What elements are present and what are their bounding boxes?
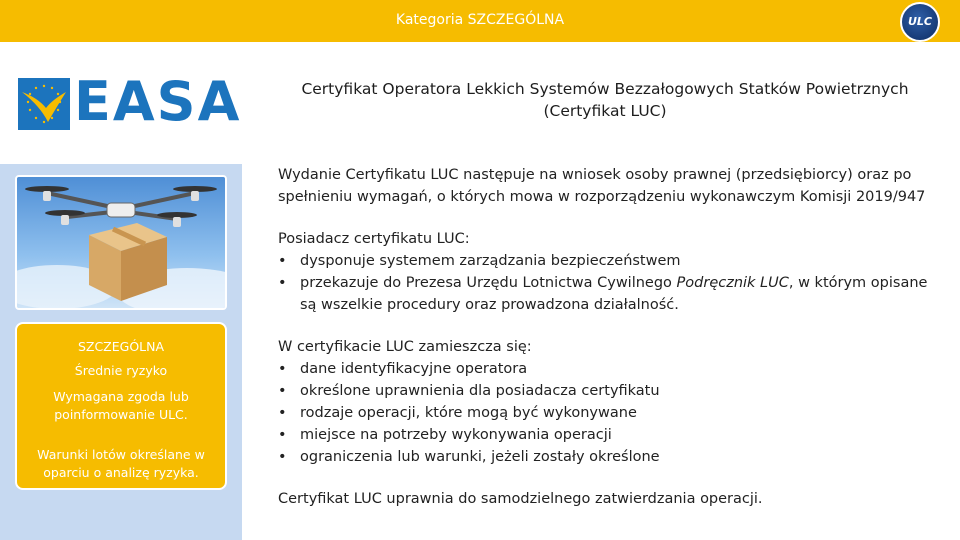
contents-item-4: miejsce na potrzeby wykonywania operacji [300,427,612,443]
list-item [278,424,946,446]
list-item [278,272,946,316]
list-item [278,380,946,402]
list-item [278,250,946,272]
holder-item-2-rest: , w którym opisane [788,275,928,291]
bullet-icon: • [278,253,287,269]
info-conditions-line1: Warunki lotów określane w [37,447,205,462]
bullet-icon: • [278,383,287,399]
contents-item-1: dane identyfikacyjne operatora [300,361,528,377]
risk-category-box [15,322,227,490]
issuance-paragraph [278,164,946,208]
bullet-icon: • [278,449,287,465]
ulc-logo-icon [900,2,940,42]
info-risk-level: Średnie ryzyko [74,363,168,378]
page-title-line1: Certyfikat Operatora Lekkich Systemów Bezzałogowych Statków Powietrznych [301,80,909,98]
issuance-line2: spełnieniu wymagań, o których mowa w rozporządzeniu wykonawczym Komisji 2019/947 [278,189,926,205]
drone-package-image [15,175,227,310]
page-title-line2: (Certyfikat LUC) [543,102,667,120]
holder-item-2-rest2: są wszelkie procedury oraz prowadzona działalność. [300,297,679,313]
drone-with-package-icon [17,177,225,308]
contents-item-2: określone uprawnienia dla posiadacza certyfikatu [300,383,660,399]
ulc-logo-text: ULC [907,15,932,28]
list-item [278,358,946,380]
easa-bird-icon [18,78,70,130]
list-item [278,446,946,468]
issuance-line1: Wydanie Certyfikatu LUC następuje na wniosek osoby prawnej (przedsiębiorcy) oraz po [278,167,912,183]
bullet-icon: • [278,361,287,377]
easa-wordmark: EASA [74,70,242,133]
contents-heading: W certyfikacie LUC zamieszcza się: [278,339,532,355]
bullet-icon: • [278,427,287,443]
holder-item-1: dysponuje systemem zarządzania bezpieczeństwem [300,253,681,269]
holder-section [278,228,946,316]
category-header-bar [0,0,960,42]
list-item [278,402,946,424]
easa-logo [0,42,242,164]
holder-item-2: przekazuje do Prezesa Urzędu Lotnictwa Cywilnego [300,275,677,291]
contents-item-5: ograniczenia lub warunki, jeżeli zostały określone [300,449,660,465]
info-approval-line2: poinformowanie ULC. [54,407,188,422]
closing-text: Certyfikat LUC uprawnia do samodzielnego zatwierdzania operacji. [278,491,763,507]
bullet-icon: • [278,405,287,421]
info-approval-line1: Wymagana zgoda lub [53,389,189,404]
contents-section [278,336,946,468]
contents-item-3: rodzaje operacji, które mogą być wykonywane [300,405,637,421]
luc-manual-name: Podręcznik LUC [676,275,789,291]
page-title [270,78,940,122]
info-category: SZCZEGÓLNA [77,339,165,354]
bullet-icon: • [278,275,287,291]
info-conditions-line2: oparciu o analizę ryzyka. [43,465,199,480]
holder-heading: Posiadacz certyfikatu LUC: [278,231,470,247]
closing-statement [278,488,946,510]
category-title: Kategoria SZCZEGÓLNA [395,12,565,28]
